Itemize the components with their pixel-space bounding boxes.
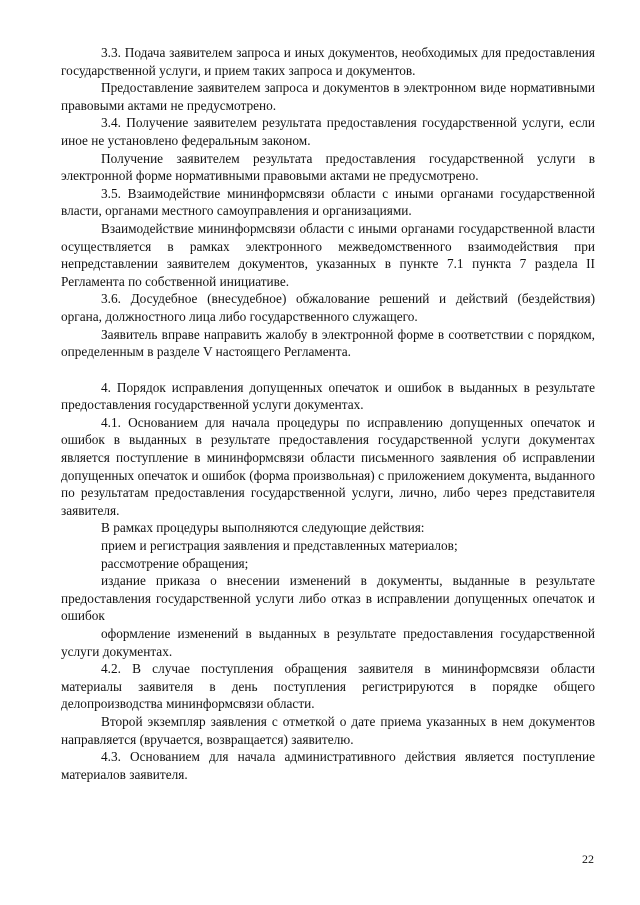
action-item-order: издание приказа о внесении изменений в документы, выданные в результате предоставления государственной услуги либо отказ в исправлении допущенных опечаток и ошибок bbox=[61, 573, 595, 624]
paragraph-4-1-actions: В рамках процедуры выполняются следующие действия: bbox=[101, 520, 425, 536]
action-item-registration: прием и регистрация заявления и представленных материалов; bbox=[101, 538, 458, 554]
paragraph-3-6: 3.6. Досудебное (внесудебное) обжалование решений и действий (бездействия) органа, должностного лица либо государственного служащего. bbox=[61, 291, 595, 324]
paragraph-3-6-complaint: Заявитель вправе направить жалобу в электронной форме в соответствии с порядком, определенным в разделе V настоящего Регламента. bbox=[61, 326, 595, 360]
page-number: 22 bbox=[582, 852, 594, 866]
action-item-review: рассмотрение обращения; bbox=[101, 555, 249, 571]
paragraph-3-5: 3.5. Взаимодействие мининформсвязи области с иными органами государственной власти, органами местного самоуправления и организациями. bbox=[61, 185, 595, 219]
paragraph-4-2-copy: Второй экземпляр заявления с отметкой о дате приема указанных в нем документов направляется (вручается, возвращается) заявителю. bbox=[61, 713, 595, 747]
paragraph-3-5-details: Взаимодействие мининформсвязи области с иными органами государственной власти осуществляется в рамках электронного межведомственного взаимодействия при непредставлении заявителем документов, указанных в пункте 7.1 пункта 7 раздела II Регламента по собственной инициативе. bbox=[61, 220, 595, 289]
paragraph-4-2: 4.2. В случае поступления обращения заявителя в мининформсвязи области материалы заявителя в день поступления регистрируются в порядке общего делопроизводства мининформсвязи области. bbox=[61, 661, 595, 712]
paragraph-3-3: 3.3. Подача заявителем запроса и иных документов, необходимых для предоставления государственной услуги, и прием таких запроса и документов. bbox=[61, 45, 595, 78]
paragraph-3-4: 3.4. Получение заявителем результата предоставления государственной услуги, если иное не установлено федеральным законом. bbox=[61, 115, 595, 148]
action-item-changes: оформление изменений в выданных в результате предоставления государственной услуги документах. bbox=[61, 626, 595, 659]
paragraph-4-3: 4.3. Основанием для начала административного действия является поступление материалов заявителя. bbox=[61, 749, 595, 782]
paragraph-3-3-electronic: Предоставление заявителем запроса и документов в электронном виде нормативными правовыми актами не предусмотрено. bbox=[61, 80, 595, 113]
section-4-heading: 4. Порядок исправления допущенных опечаток и ошибок в выданных в результате предоставления государственной услуги документах. bbox=[61, 379, 595, 413]
paragraph-4-1: 4.1. Основанием для начала процедуры по исправлению допущенных опечаток и ошибок в выданных в результате предоставления государственной услуги документах является поступление в мининформсвязи области письменного заявления об исправлении допущенных опечаток и ошибок (форма произвольная) с приложением документа, выданного по результатам предоставления государственной услуги, лично, либо через представителя заявителя. bbox=[61, 414, 595, 518]
section-gap bbox=[61, 361, 595, 379]
document-page bbox=[61, 44, 595, 783]
paragraph-3-4-electronic: Получение заявителем результата предоставления государственной услуги в электронной форме нормативными правовыми актами не предусмотрено. bbox=[61, 150, 595, 184]
